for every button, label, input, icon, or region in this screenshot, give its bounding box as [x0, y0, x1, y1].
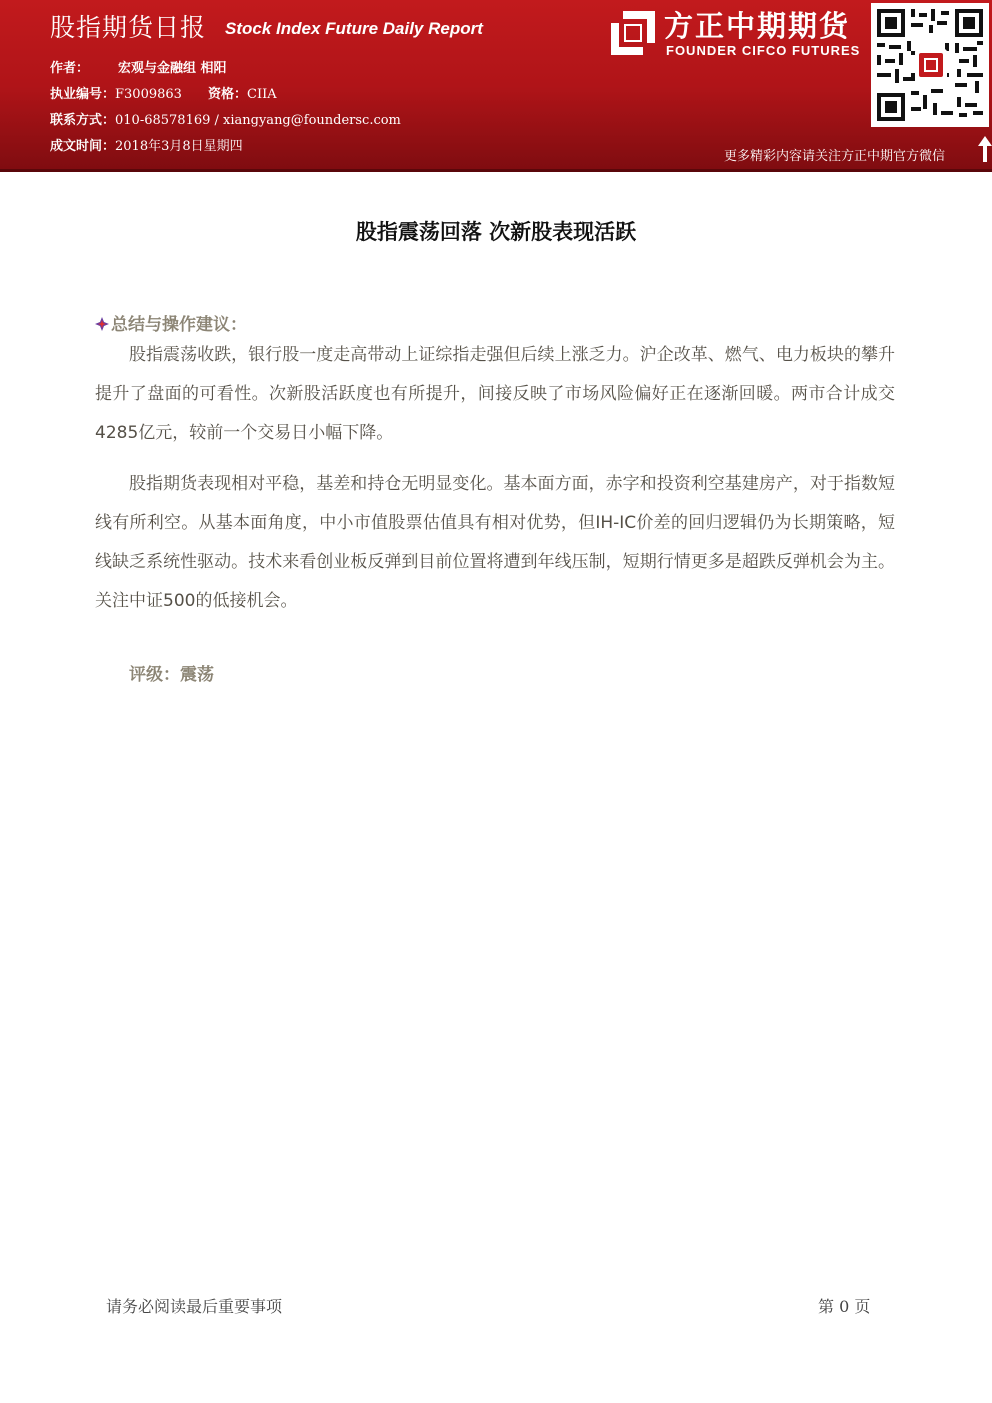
- qualification-label: 资格：: [208, 87, 248, 102]
- license-value: F3009863: [115, 87, 182, 102]
- rating-label: 评级：震荡: [129, 665, 214, 685]
- brand-name-cn: 方正中期期货: [664, 9, 851, 43]
- report-header: [0, 0, 992, 172]
- license-row: [50, 83, 182, 102]
- arrow-up-icon: [978, 136, 992, 162]
- section-heading-text: 总结与操作建议：: [111, 315, 247, 335]
- summary-paragraph-2: 股指期货表现相对平稳，基差和持仓无明显变化。基本面方面，赤字和投资利空基建房产，对于指数短线有所利空。从基本面角度，中小市值股票估值具有相对优势，但IH-IC价差的回归逻辑仍为长期策略，短线缺乏系统性驱动。技术来看创业板反弹到目前位置将遭到年线压制，短期行情更多是超跌反弹机会为主。关注中证500的低接机会。: [95, 474, 895, 611]
- contact-row: [50, 109, 401, 128]
- license-label: 执业编号：: [50, 87, 116, 102]
- footer-notice: 请务必阅读最后重要事项: [106, 1297, 283, 1316]
- founder-logo-icon: [609, 9, 657, 57]
- wechat-qr-code-icon[interactable]: [871, 3, 989, 127]
- report-title-cn: 股指期货日报: [50, 13, 207, 42]
- brand-name-en: FOUNDER CIFCO FUTURES: [666, 43, 861, 58]
- date-value: 2018年3月8日星期四: [115, 139, 243, 154]
- diamond-bullet-icon: [95, 317, 109, 331]
- follow-wechat-text: 更多精彩内容请关注方正中期官方微信: [724, 149, 946, 164]
- document-title: 股指震荡回落 次新股表现活跃: [355, 219, 637, 244]
- page-number: 第 0 页: [818, 1297, 871, 1316]
- report-title-en: Stock Index Future Daily Report: [225, 19, 483, 38]
- qualification-row: [208, 83, 277, 102]
- date-label: 成文时间：: [50, 139, 116, 154]
- author-value: 宏观与金融组 相阳: [118, 61, 227, 76]
- summary-paragraph-1: 股指震荡收跌，银行股一度走高带动上证综指走强但后续上涨乏力。沪企改革、燃气、电力板块的攀升提升了盘面的可看性。次新股活跃度也有所提升，间接反映了市场风险偏好正在逐渐回暖。两市合计成交4285亿元，较前一个交易日小幅下降。: [95, 345, 895, 443]
- author-label: 作者：: [50, 61, 90, 76]
- section-heading: [95, 310, 247, 335]
- qualification-value: CIIA: [247, 87, 277, 102]
- date-row: [50, 135, 243, 154]
- contact-value: 010-68578169 / xiangyang@foundersc.com: [115, 113, 401, 128]
- contact-label: 联系方式：: [50, 113, 116, 128]
